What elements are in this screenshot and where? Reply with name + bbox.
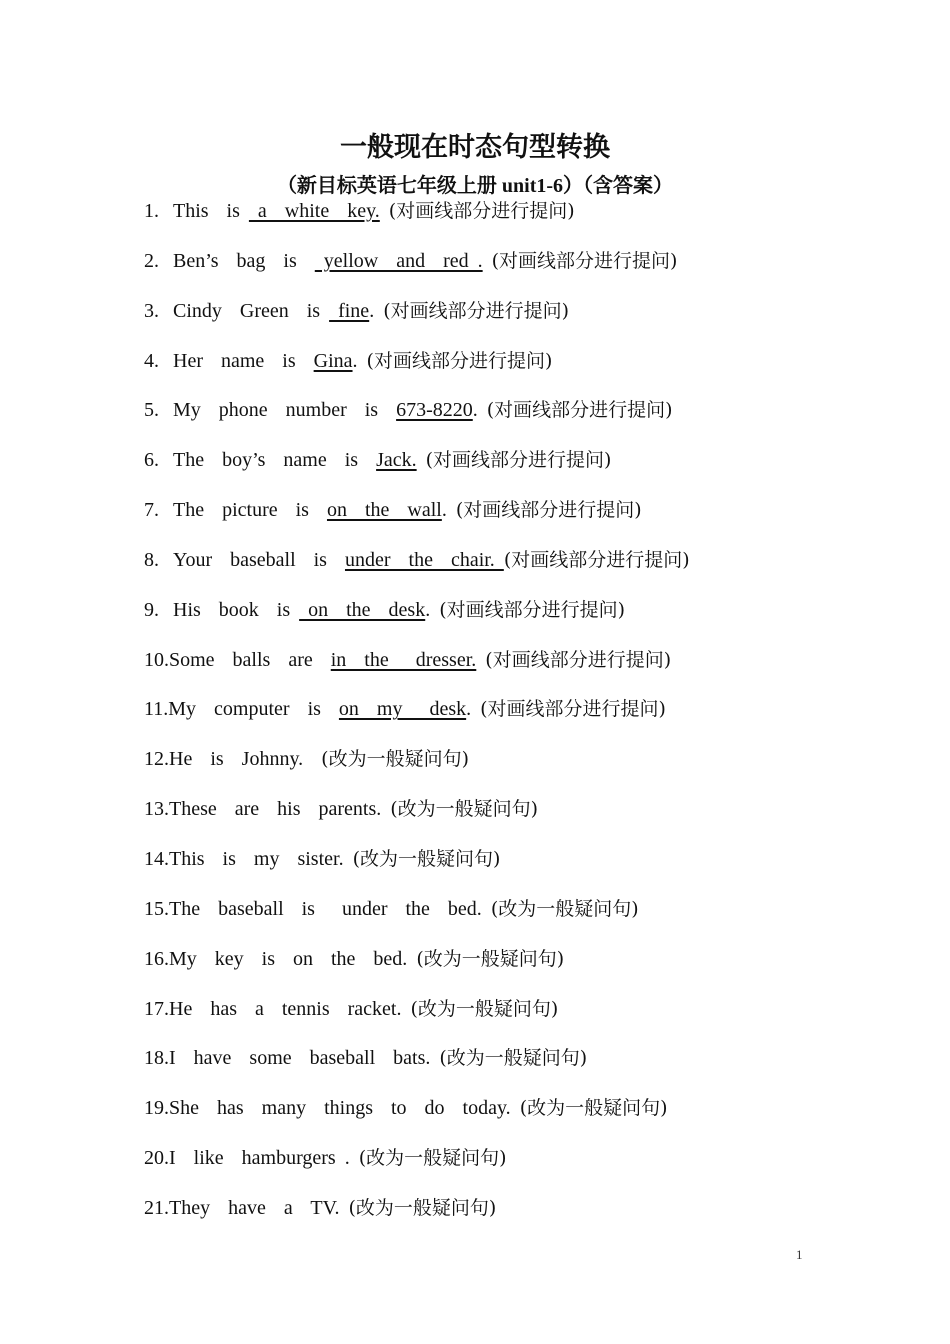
- document-subtitle: （新目标英语七年级上册 unit1-6）（含答案）: [276, 175, 674, 197]
- question-number: 9.: [144, 598, 159, 621]
- question-instruction: (改为一般疑问句): [519, 1097, 668, 1120]
- question-number: 12.: [144, 748, 169, 771]
- question-text-end: [476, 649, 485, 671]
- question-list: [144, 197, 864, 1244]
- question-instruction: (对画线部分进行提问): [383, 299, 570, 322]
- question-instruction: (对画线部分进行提问): [425, 449, 612, 472]
- question-number: 5.: [144, 399, 159, 422]
- question-text: My computer is: [168, 698, 339, 721]
- question-text: Some balls are: [169, 648, 331, 671]
- question-item: [144, 1044, 864, 1094]
- question-text-end: .: [466, 698, 481, 721]
- question-item: [144, 546, 864, 596]
- underlined-answer-part: on the desk: [299, 598, 426, 621]
- question-text-end: .: [369, 299, 384, 322]
- underlined-answer-part: on my desk: [338, 698, 467, 721]
- underlined-answer-part: 673-8220: [396, 399, 473, 422]
- underlined-answer-part: a white key.: [248, 200, 380, 222]
- question-text: They have a TV.: [169, 1196, 349, 1219]
- question-text-end: [380, 200, 389, 222]
- question-text: This is my sister.: [169, 847, 353, 870]
- question-number: 8.: [144, 548, 159, 571]
- question-instruction: (对画线部分进行提问): [455, 499, 642, 522]
- question-instruction: (改为一般疑问句): [348, 1196, 497, 1219]
- underlined-answer-part: in the dresser.: [330, 648, 477, 671]
- question-number: 1.: [144, 200, 159, 222]
- page-number: 1: [796, 1247, 803, 1262]
- question-text-end: [417, 449, 426, 471]
- question-instruction: (改为一般疑问句): [390, 798, 539, 821]
- question-instruction: (改为一般疑问句): [439, 1047, 588, 1070]
- question-instruction: (对画线部分进行提问): [388, 200, 575, 222]
- question-instruction: (改为一般疑问句): [416, 947, 565, 970]
- question-instruction: (改为一般疑问句): [358, 1147, 507, 1170]
- question-item: [144, 1144, 864, 1194]
- question-text: Ben’s bag is: [173, 249, 315, 272]
- question-number: 15.: [144, 897, 169, 920]
- question-number: 4.: [144, 349, 159, 372]
- question-instruction: (对画线部分进行提问): [480, 698, 666, 721]
- question-number: 7.: [144, 499, 159, 522]
- question-text: Cindy Green is: [173, 299, 330, 322]
- question-text: She has many things to do today.: [169, 1097, 520, 1120]
- question-text-end: [483, 250, 492, 272]
- question-number: 6.: [144, 449, 159, 472]
- question-text: This is: [173, 200, 249, 222]
- underlined-answer-part: under the chair.: [344, 548, 504, 571]
- question-item: [144, 596, 864, 646]
- question-text: My key is on the bed.: [169, 947, 417, 970]
- question-instruction: (对画线部分进行提问): [366, 349, 553, 372]
- question-number: 16.: [144, 947, 169, 970]
- question-number: 14.: [144, 847, 169, 870]
- question-item: [144, 347, 864, 397]
- question-number: 11.: [144, 698, 169, 721]
- question-number: 10.: [144, 648, 169, 671]
- question-number: 20.: [144, 1147, 169, 1170]
- question-instruction: (对画线部分进行提问): [439, 598, 626, 621]
- question-text: My phone number is: [173, 399, 397, 422]
- underlined-answer-part: yellow and red .: [314, 249, 483, 272]
- question-item: [144, 396, 864, 446]
- question-item: [144, 496, 864, 546]
- question-instruction: (对画线部分进行提问): [491, 249, 678, 272]
- question-item: [144, 745, 864, 795]
- question-text: The boy’s name is: [173, 449, 377, 472]
- question-number: 2.: [144, 249, 159, 272]
- question-instruction: (对画线部分进行提问): [486, 399, 673, 422]
- question-item: [144, 1194, 864, 1244]
- question-item: [144, 895, 864, 945]
- question-item: [144, 297, 864, 347]
- question-text: These are his parents.: [169, 798, 391, 821]
- question-text: I have some baseball bats.: [169, 1047, 440, 1070]
- question-text: Your baseball is: [173, 548, 345, 571]
- underlined-answer-part: Jack.: [376, 449, 417, 472]
- question-text-end: .: [441, 499, 456, 522]
- question-text: He is Johnny.: [169, 748, 322, 771]
- question-text-end: .: [425, 598, 440, 621]
- question-text: I like hamburgers .: [169, 1147, 359, 1170]
- question-item: [144, 646, 864, 696]
- question-item: [144, 995, 864, 1045]
- question-item: [144, 247, 864, 297]
- question-instruction: (改为一般疑问句): [321, 748, 469, 771]
- question-text: Her name is: [173, 349, 314, 372]
- question-number: 19.: [144, 1097, 169, 1120]
- question-instruction: (改为一般疑问句): [352, 847, 501, 870]
- question-item: [144, 695, 864, 745]
- question-text: The picture is: [173, 499, 327, 522]
- question-item: [144, 845, 864, 895]
- question-instruction: (对画线部分进行提问): [503, 548, 690, 571]
- question-item: [144, 197, 864, 247]
- underlined-answer-part: Gina: [313, 349, 353, 372]
- question-item: [144, 1094, 864, 1144]
- question-text: The baseball is under the bed.: [169, 897, 491, 920]
- question-text-end: .: [352, 349, 367, 372]
- question-number: 13.: [144, 798, 169, 821]
- question-number: 21.: [144, 1196, 169, 1219]
- document-title: 一般现在时态句型转换: [340, 132, 610, 163]
- question-item: [144, 945, 864, 995]
- question-text-end: .: [472, 399, 487, 422]
- underlined-answer-part: fine: [329, 299, 370, 322]
- question-text: He has a tennis racket.: [169, 997, 411, 1020]
- question-number: 3.: [144, 299, 159, 322]
- question-instruction: (对画线部分进行提问): [485, 648, 672, 671]
- question-instruction: (改为一般疑问句): [490, 897, 639, 920]
- question-item: [144, 795, 864, 845]
- question-number: 17.: [144, 997, 169, 1020]
- question-item: [144, 446, 864, 496]
- question-text: His book is: [173, 598, 300, 621]
- underlined-answer-part: on the wall: [326, 499, 442, 522]
- question-instruction: (改为一般疑问句): [410, 997, 559, 1020]
- question-number: 18.: [144, 1047, 169, 1070]
